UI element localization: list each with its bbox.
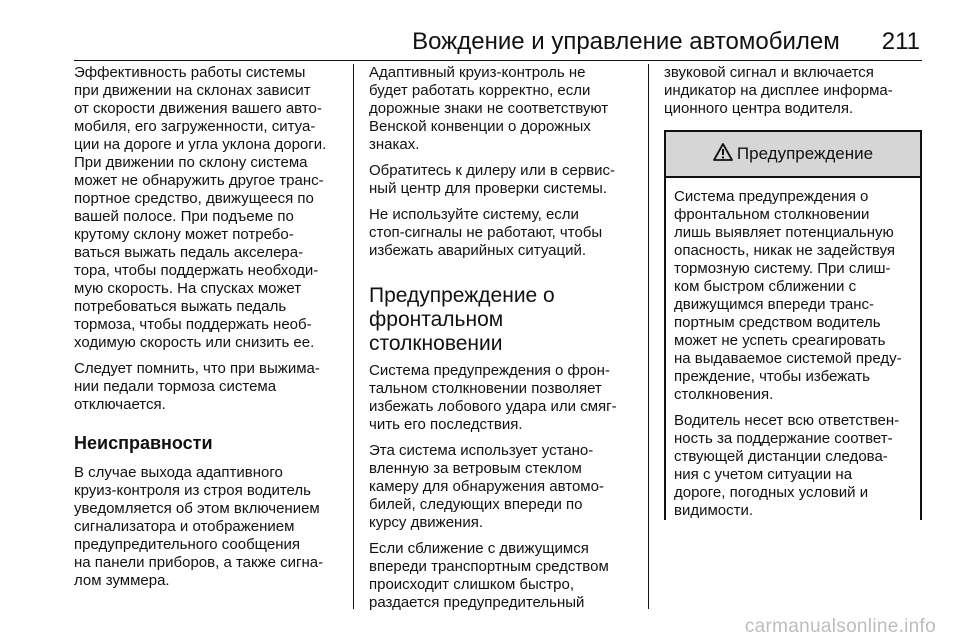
page-header bbox=[0, 28, 920, 56]
warning-header bbox=[666, 132, 920, 178]
column-divider bbox=[353, 64, 354, 609]
watermark: carmanualsonline.info bbox=[744, 616, 936, 637]
paragraph: Не используйте систему, если стоп-сигналы не работают, чтобы избежать аварийных ситуаций. bbox=[369, 206, 603, 259]
page-title: Вождение и управление автомобилем bbox=[412, 28, 840, 55]
paragraph: Если сближение с движущимся впереди транспортным средством происходит слишком быстро, раздается предупредительный bbox=[369, 540, 609, 611]
paragraph: Адаптивный круиз-контроль не будет работать корректно, если дорожные знаки не соответствуют Венской конвенции о дорожных знаках. bbox=[369, 64, 609, 153]
paragraph: Следует помнить, что при выжима- нии педали тормоза система отключается. bbox=[74, 360, 320, 413]
column-divider bbox=[648, 64, 649, 609]
section-heading-collision-warning: Предупреждение о фронтальном столкновении bbox=[369, 284, 555, 355]
header-rule bbox=[74, 60, 922, 61]
paragraph: Эта система использует устано- вленную за ветровым стеклом камеру для обнаружения автомо- билей, следующих впереди по курсу движения. bbox=[369, 442, 604, 531]
column-3 bbox=[664, 64, 922, 520]
column-2 bbox=[369, 64, 639, 620]
paragraph: Эффективность работы системы при движении на склонах зависит от скорости движения вашего авто- мобиля, его загруженности, ситуа- ции на дороге и угла уклона дороги. При движении по склону система может не обнаружить другое транс- портное средство, движущееся по вашей полосе. При подъеме по крутому склону может потребо- ваться выжать педаль акселера- тора, чтобы поддержать необходи- мую скорость. На спусках может потребоваться выжать педаль тормоза, чтобы поддержать необ- ходимую скорость или снизить ее. bbox=[74, 64, 327, 351]
warning-title: Предупреждение bbox=[736, 144, 874, 163]
warning-triangle-icon bbox=[713, 143, 733, 166]
paragraph: звуковой сигнал и включается индикатор на дисплее информа- ционного центра водителя. bbox=[664, 64, 893, 117]
paragraph: Система предупреждения о фронтальном столкновении лишь выявляет потенциальную опасность, никак не задействуя тормозную систему. При слиш- ком быстром сближении с движущимся впереди транс- портным средством водитель может не успеть среагировать на выдаваемое системой преду- преждение, чтобы избежать столкновения. bbox=[674, 188, 902, 403]
column-1 bbox=[74, 64, 344, 598]
paragraph: Обратитесь к дилеру или в сервис- ный центр для проверки системы. bbox=[369, 162, 616, 197]
paragraph: Система предупреждения о фрон- тальном столкновении позволяет избежать лобового удара или смяг- чить его последствия. bbox=[369, 362, 617, 433]
warning-body bbox=[666, 178, 920, 520]
section-heading-malfunctions: Неисправности bbox=[74, 433, 213, 453]
paragraph: Водитель несет всю ответствен- ность за поддержание соответ- ствующей дистанции следова- ния с учетом ситуации на дороге, погодных условий и видимости. bbox=[674, 412, 900, 519]
paragraph: В случае выхода адаптивного круиз-контроля из строя водитель уведомляется об этом включением сигнализатора и отображением предупредительного сообщения на панели приборов, а также сигна- лом зуммера. bbox=[74, 464, 324, 589]
warning-box bbox=[664, 130, 922, 520]
page-number: 211 bbox=[881, 28, 920, 55]
